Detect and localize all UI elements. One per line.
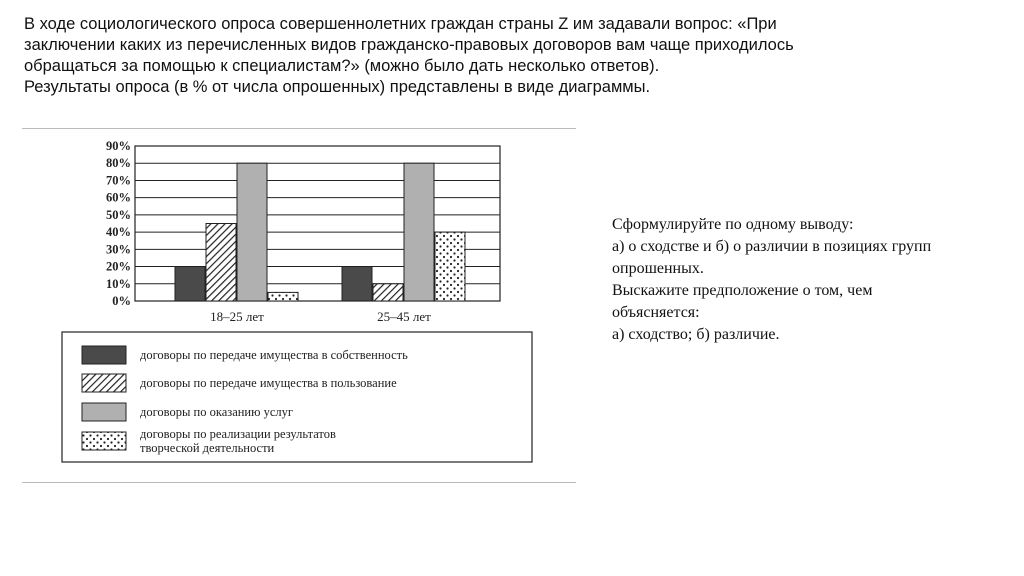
question-text: [24, 14, 1004, 98]
task-text: [612, 214, 1012, 346]
bar: [237, 163, 267, 301]
bar: [435, 232, 465, 301]
bar: [268, 292, 298, 301]
task-line: объясняется:: [612, 304, 700, 321]
task-line: а) сходство; б) различие.: [612, 326, 780, 343]
legend-swatch: [82, 432, 126, 450]
y-tick-label: 20%: [106, 259, 131, 274]
y-tick-label: 30%: [106, 242, 131, 257]
task-line: опрошенных.: [612, 260, 704, 277]
x-tick-label: 18–25 лет: [210, 309, 264, 324]
bar-chart: [22, 129, 576, 482]
legend-label: договоры по передаче имущества в пользование: [140, 376, 397, 390]
y-tick-label: 50%: [106, 207, 131, 222]
legend: [62, 332, 532, 462]
y-tick-label: 40%: [106, 225, 131, 240]
intro-line: В ходе социологического опроса совершеннолетних граждан страны Z им задавали вопрос: «При: [24, 15, 777, 33]
bar: [342, 267, 372, 301]
y-tick-label: 80%: [106, 156, 131, 171]
legend-label: договоры по передаче имущества в собственность: [140, 348, 408, 362]
chart-figure: [22, 128, 576, 483]
legend-label: договоры по реализации результатов: [140, 427, 336, 441]
legend-swatch: [82, 374, 126, 392]
y-tick-label: 90%: [106, 139, 131, 153]
bar: [206, 224, 236, 302]
intro-line: Результаты опроса (в % от числа опрошенных) представлены в виде диаграммы.: [24, 78, 651, 96]
y-tick-label: 70%: [106, 173, 131, 188]
bar: [175, 267, 205, 301]
legend-label: творческой деятельности: [140, 441, 275, 455]
bar: [373, 284, 403, 301]
task-line: Сформулируйте по одному выводу:: [612, 216, 854, 233]
intro-line: заключении каких из перечисленных видов гражданско-правовых договоров вам чаще приходилось: [24, 36, 794, 54]
intro-line: обращаться за помощью к специалистам?» (можно было дать несколько ответов).: [24, 57, 660, 75]
y-tick-label: 60%: [106, 190, 131, 205]
y-tick-label: 10%: [106, 276, 131, 291]
bar: [404, 163, 434, 301]
x-tick-label: 25–45 лет: [377, 309, 431, 324]
legend-swatch: [82, 346, 126, 364]
legend-swatch: [82, 403, 126, 421]
y-tick-label: 0%: [112, 294, 131, 308]
task-line: а) о сходстве и б) о различии в позициях групп: [612, 238, 932, 255]
task-line: Выскажите предположение о том, чем: [612, 282, 873, 299]
legend-label: договоры по оказанию услуг: [140, 405, 294, 419]
